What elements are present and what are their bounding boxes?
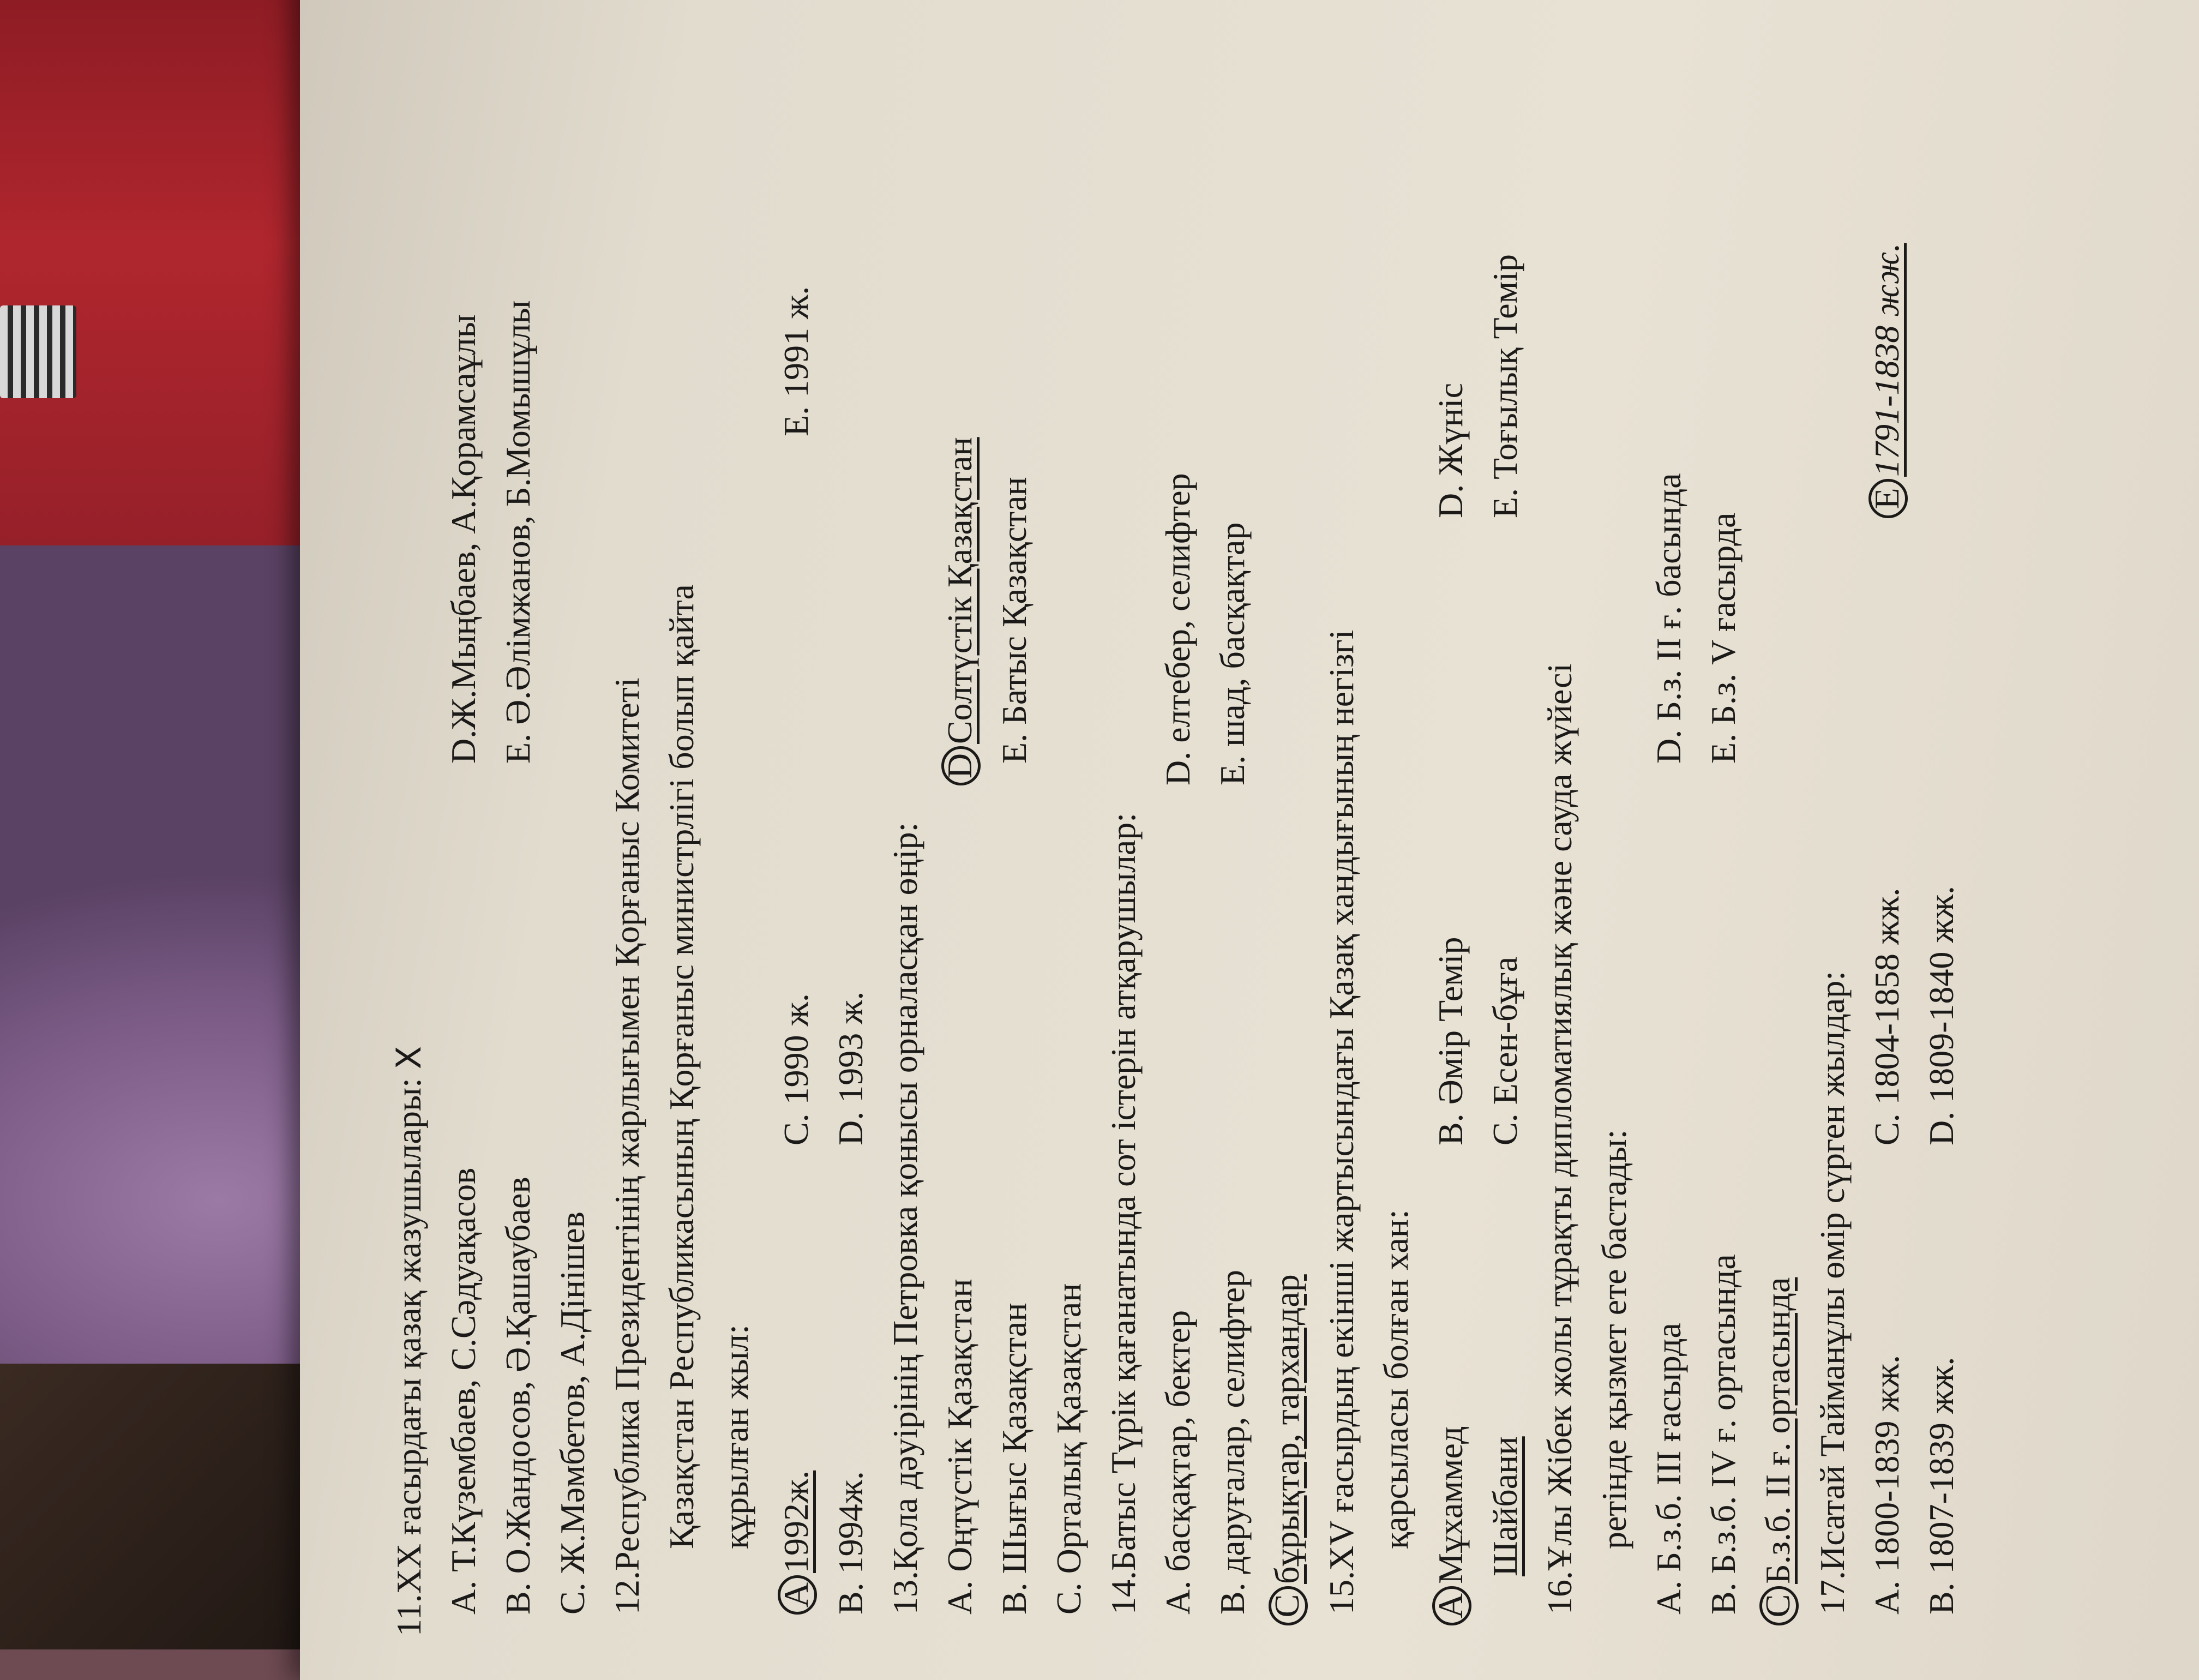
- answer-circle: C: [1759, 1586, 1799, 1625]
- q15-option-a-line2: Шайбани: [1486, 1436, 1524, 1576]
- q16-option-c: CБ.з.б. II ғ. ортасында: [1751, 1277, 1805, 1625]
- q15-option-a: AМұхаммед: [1423, 1426, 1478, 1625]
- q13-option-e: E. Батыс Қазақстан: [995, 477, 1034, 764]
- q12-option-c: C. 1990 ж.: [777, 993, 815, 1145]
- q15-option-b: B. Әмір Темір: [1431, 937, 1470, 1145]
- q15-option-c: C. Есен-бұға: [1486, 956, 1524, 1145]
- q11-question: 11.XX ғасырдағы қазақ жазушылары: X: [389, 1046, 429, 1636]
- q16-option-b: B. Б.з.б. IV ғ. ортасында: [1704, 1254, 1743, 1615]
- q11-option-a: A. Т.Күзембаев, С.Сәдуақасов: [444, 1167, 483, 1615]
- q15-question-line2: қарсыласы болған хан:: [1377, 1209, 1415, 1549]
- q17-option-e: E1791-1838 жж.: [1860, 243, 1914, 518]
- q17-question: 17.Исатай Тайманұлы өмір сүрген жылдар:: [1813, 970, 1852, 1615]
- q14-question: 14.Батыс Түрік қағанатында сот істерін атқарушылар:: [1104, 812, 1143, 1615]
- q14-option-b: B. даруғалар, селифтер: [1213, 1270, 1252, 1615]
- question-sheet: [382, 22, 2182, 1636]
- q17-option-d: D. 1809-1840 жж.: [1922, 886, 1961, 1145]
- q16-option-e: E. Б.з. V ғасырда: [1704, 512, 1743, 764]
- q11-option-e: E. Ә.Әлімжанов, Б.Момышұлы: [498, 300, 537, 764]
- answer-circle: D: [941, 746, 981, 785]
- answer-circle: C: [1269, 1586, 1308, 1625]
- q13-question: 13.Қола дәуірінің Петровка қонысы орналасқан өңір:: [886, 822, 924, 1615]
- q12-question-line3: құрылған жыл:: [717, 1324, 755, 1549]
- q12-option-b: B. 1994ж.: [831, 1471, 870, 1615]
- q12-option-e: E. 1991 ж.: [777, 286, 815, 436]
- q11-option-c: C. Ж.Мәмбетов, А.Дінішев: [553, 1211, 592, 1615]
- q12-question-line1: 12.Республика Президентінің жарлығымен Қорғаныс Комитеті: [608, 677, 646, 1615]
- q15-option-d: D. Жүніс: [1431, 383, 1470, 518]
- q15-question-line1: 15.XV ғасырдың екінші жартысындағы Қазақ хандығының негізгі: [1322, 629, 1361, 1615]
- answer-circle: A: [778, 1575, 817, 1615]
- q13-option-d: DСолтүстік Қазақстан: [933, 437, 987, 785]
- q14-option-e: E. шад, басқақтар: [1213, 522, 1252, 785]
- x-mark: X: [389, 1046, 429, 1070]
- q16-question-line2: ретінде қызмет ете бастады:: [1595, 1129, 1633, 1549]
- q17-option-a: A. 1800-1839 жж.: [1867, 1355, 1906, 1615]
- q14-option-a: A. басқақтар, бектер: [1158, 1310, 1197, 1615]
- q13-option-c: C. Орталық Қазақстан: [1049, 1283, 1088, 1615]
- q12-question-line2: Қазақстан Республикасының Қорғаныс министрлігі болып қайта: [662, 584, 701, 1549]
- q15-option-e: E. Тоғылық Темір: [1486, 254, 1524, 518]
- q17-option-b: B. 1807-1839 жж.: [1922, 1357, 1961, 1615]
- q17-option-c: C. 1804-1858 жж.: [1867, 887, 1906, 1145]
- q11-option-d: D.Ж.Мыңбаев, А.Қорамсаұлы: [444, 314, 483, 764]
- q13-option-b: B. Шығыс Қазақстан: [995, 1303, 1034, 1615]
- answer-circle: A: [1432, 1586, 1471, 1625]
- q16-question-line1: 16.Ұлы Жібек жолы тұрақты дипломатиялық және сауда жүйесі: [1540, 663, 1579, 1615]
- answer-circle: E: [1868, 479, 1908, 518]
- q13-option-a: A. Оңтүстік Қазақстан: [940, 1279, 979, 1615]
- q14-option-c: Cбұрықтар, тархандар: [1260, 1274, 1314, 1625]
- zipper: [0, 305, 76, 398]
- q16-option-d: D. Б.з. II ғ. басында: [1649, 473, 1688, 764]
- q12-option-a: A1992ж.: [769, 1471, 824, 1615]
- q11-option-b: B. О.Жандосов, Ә.Қашаубаев: [498, 1177, 537, 1615]
- q16-option-a: A. Б.з.б. III ғасырда: [1649, 1323, 1688, 1615]
- q12-option-d: D. 1993 ж.: [831, 991, 870, 1145]
- q14-option-d: D. елтебер, селифтер: [1158, 473, 1197, 785]
